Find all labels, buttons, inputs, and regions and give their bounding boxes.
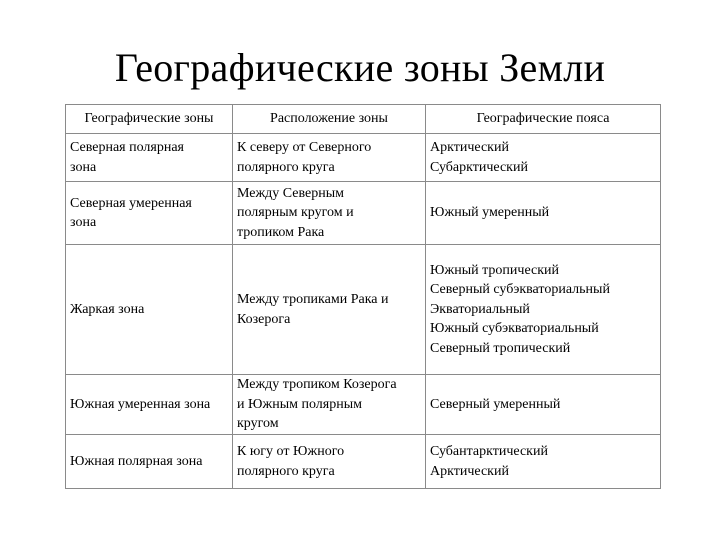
page-title: Географические зоны Земли [114,45,606,90]
cell-line: зона [70,159,97,175]
table-row [66,375,661,435]
header-zones: Географические зоны [66,105,233,134]
location-cell [233,435,426,489]
belts-cell [426,245,661,375]
cell-line: Южный тропический [430,262,560,278]
zone-cell [66,134,233,182]
belts-cell [426,182,661,245]
cell-line: зона [70,215,97,230]
zones-table [65,104,661,489]
location-cell [233,182,426,245]
cell-line: Арктический [430,140,509,155]
cell-line: Козерога [237,311,291,327]
cell-line: полярного круга [237,159,335,175]
table-row [66,435,661,489]
cell-line: полярным кругом и [237,205,354,221]
header-belts: Географические пояса [426,105,661,134]
location-cell [233,375,426,435]
cell-line: Северный тропический [430,340,571,356]
cell-line: Субантарктический [430,444,548,459]
header-location: Расположение зоны [233,105,426,134]
cell-line: Между Северным [237,185,344,201]
cell-line: полярного круга [237,463,335,479]
belts-cell [426,375,661,435]
cell-line: Северная умеренная [70,195,192,211]
zone-cell [66,375,233,435]
cell-line: Арктический [430,463,509,479]
belts-cell [426,435,661,489]
cell-line: Северная полярная [70,140,184,155]
cell-line: К северу от Северного [237,140,372,155]
zone-cell [66,245,233,375]
cell-line: Экваториальный [430,301,530,317]
zone-cell [66,435,233,489]
cell-line: и Южным полярным [237,396,362,412]
cell-line: Жаркая зона [70,301,145,317]
cell-line: Северный умеренный [430,396,561,412]
cell-line: Южный умеренный [430,205,550,221]
cell-line: Между тропиками Рака и [237,292,389,307]
table-header-row [66,105,661,134]
cell-line: Южный субэкваториальный [430,321,599,337]
cell-line: Субарктический [430,159,528,175]
belts-cell [426,134,661,182]
cell-line: Южная умеренная зона [70,396,211,412]
cell-line: Южная полярная зона [70,453,203,469]
zone-cell [66,182,233,245]
location-cell [233,245,426,375]
cell-line: Между тропиком Козерога [237,377,397,393]
cell-line: К югу от Южного [237,444,345,459]
location-cell [233,134,426,182]
cell-line: Северный субэкваториальный [430,282,610,298]
table-row [66,182,661,245]
cell-line: кругом [237,416,279,432]
cell-line: тропиком Рака [237,224,325,240]
table-row [66,134,661,182]
table-row [66,245,661,375]
